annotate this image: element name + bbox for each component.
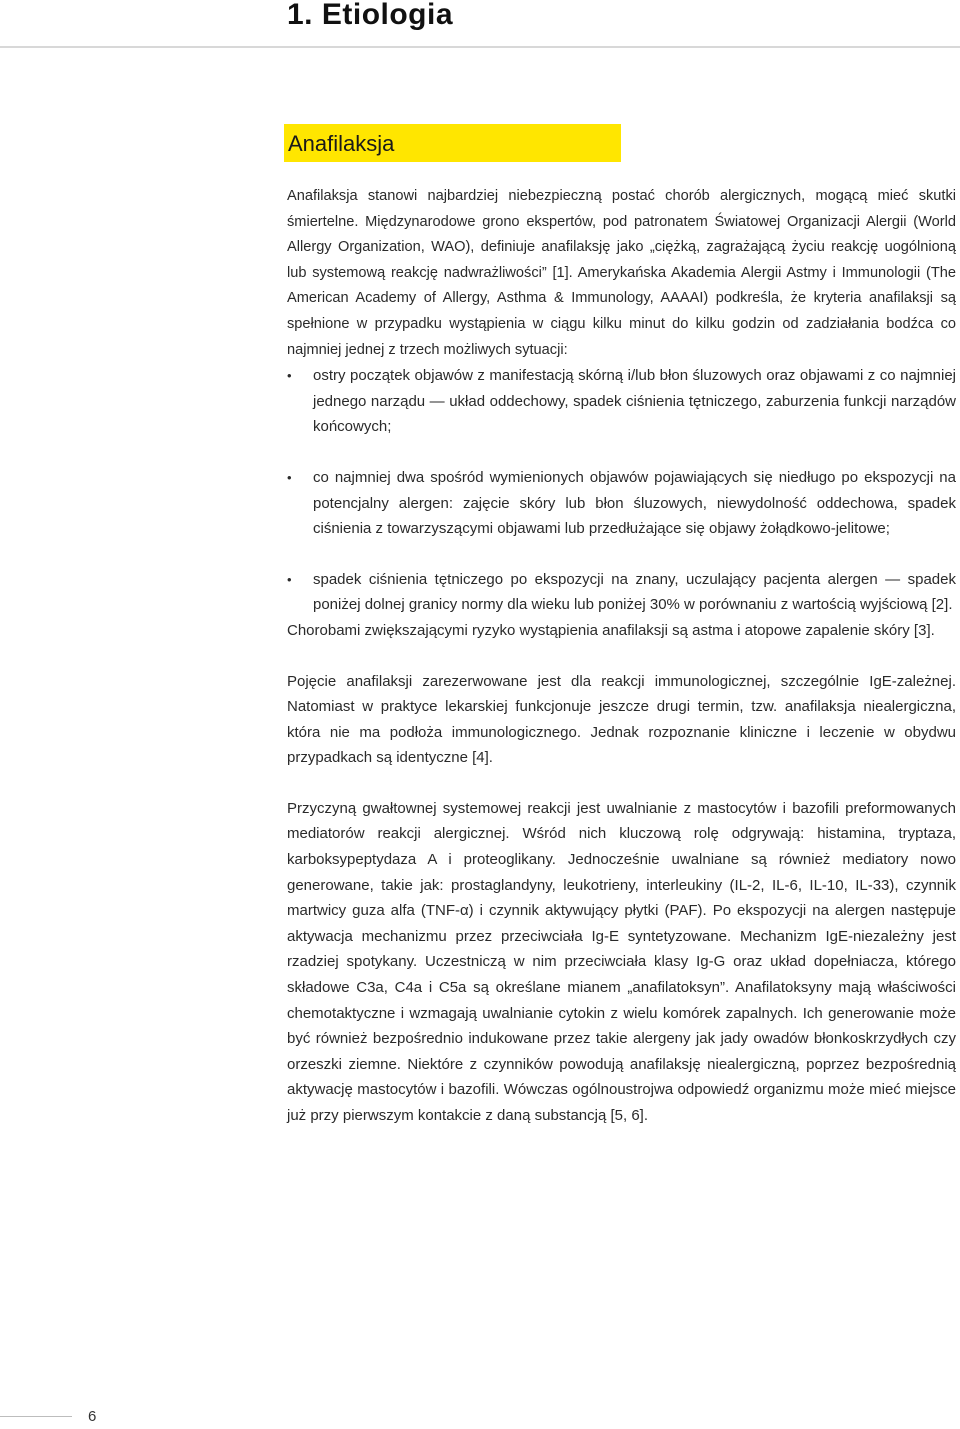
- footer-divider: [0, 1416, 72, 1417]
- spacer: [287, 771, 956, 796]
- bullet-icon: •: [287, 368, 292, 384]
- criteria-list: [287, 363, 956, 618]
- cause-paragraph: Przyczyną gwałtownej systemowej reakcji jest uwalnianie z mastocytów i bazofili preformowanych mediatorów reakcji alergicznej. Wśród nich kluczową rolę odgrywają: histamina, tryptaza, karboksypeptydaza A i proteoglikany. Jednocześnie uwalniane są również mediatory nowo generowane, takie jak: prostaglandyny, leukotrieny, interleukiny (IL-2, IL-6, IL-10, IL-33), czynnik martwicy guza alfa (TNF-α) i czynnik aktywujący płytki (PAF). Po ekspozycji na alergen następuje aktywacja mechanizmu przez przeciwciała Ig-E syntetyzowane. Mechanizm IgE-niezależny jest rzadziej spotykany. Uczestniczą w nim przeciwciała klasy Ig-G oraz układ dopełniacza, którego składowe C3a, C4a i C5a są określane mianem „anafilatoksyn”. Anafilatoksyny mają właściwości chemotaktyczne i wzmagają uwalnianie cytokin z wielu komórek zapalnych. Ich generowanie może być również bezpośrednio indukowane przez takie alergeny jak jady owadów błonkoskrzydłych czy orzeszki ziemne. Niektóre z czynników powodują anafilaksję niealergiczną, poprzez bezpośrednią aktywację mastocytów i bazofili. Wówczas ogólnoustrojwa odpowiedź organizmu może mieć miejsce już przy pierwszym kontakcie z daną substancją [5, 6].: [287, 799, 956, 1124]
- header-divider: [0, 46, 960, 48]
- criteria-item: [287, 465, 956, 542]
- criteria-text: ostry początek objawów z manifestacją skórną i/lub błon śluzowych oraz objawami z co najmniej jednego narządu — układ oddechowy, spadek ciśnienia tętniczego, zaburzenia funkcji narządów końcowych;: [313, 367, 956, 436]
- criteria-text: co najmniej dwa spośród wymienionych objawów pojawiających się niedługo po ekspozycji na potencjalny alergen: zajęcie skóry lub błon śluzowych, niewydolność oddechowa, spadek ciśnienia z towarzyszącymi objawami lub przedłużające się objawy żołądkowo-jelitowe;: [313, 468, 956, 538]
- criteria-text: spadek ciśnienia tętniczego po ekspozycji na znany, uczulający pacjenta alergen — spadek poniżej dolnej granicy normy dla wieku lub poniżej 30% w porównaniu z wartością wyjściową [2].: [313, 570, 956, 614]
- section-heading: Anafilaksja: [284, 124, 621, 162]
- criteria-item: [287, 567, 956, 618]
- page-number: 6: [88, 1408, 97, 1425]
- article-body: [287, 184, 956, 1129]
- spacer: [287, 542, 956, 567]
- bullet-icon: •: [287, 469, 292, 485]
- spacer: [287, 644, 956, 669]
- page-header: [0, 0, 960, 46]
- concept-paragraph: Pojęcie anafilaksji zarezerwowane jest dla reakcji immunologicznej, szczególnie IgE-zależnej. Natomiast w praktyce lekarskiej funkcjonuje jeszcze drugi termin, tzw. anafilaksja niealergiczna, która nie ma podłoża immunologicznego. Jednak rozpoznanie kliniczne i leczenie w obydwu przypadkach są identyczne [4].: [287, 672, 956, 767]
- bullet-icon: •: [287, 571, 292, 587]
- intro-paragraph: Anafilaksja stanowi najbardziej niebezpieczną postać chorób alergicznych, mogącą mieć skutki śmiertelne. Międzynarodowe grono ekspertów, pod patronatem Światowej Organizacji Alergii (World Allergy Organization, WAO), definiuje anafilaksję jako „ciężką, zagrażającą życiu reakcję uogólnioną lub systemową reakcję nadwrażliwości” [1]. Amerykańska Akademia Alergii Astmy i Immunologii (The American Academy of Allergy, Asthma & Immunology, AAAAI) podkreśla, że kryteria anafilaksji są spełnione w przypadku wystąpienia w ciągu kilku minut do kilku godzin od zadziałania bodźca co najmniej jednej z trzech możliwych sytuacji:: [287, 188, 956, 358]
- risk-paragraph: Chorobami zwiększającymi ryzyko wystąpienia anafilaksji są astma i atopowe zapalenie skóry [3].: [287, 621, 935, 639]
- spacer: [287, 440, 956, 465]
- chapter-title: 1. Etiologia: [287, 0, 454, 31]
- criteria-item: [287, 363, 956, 440]
